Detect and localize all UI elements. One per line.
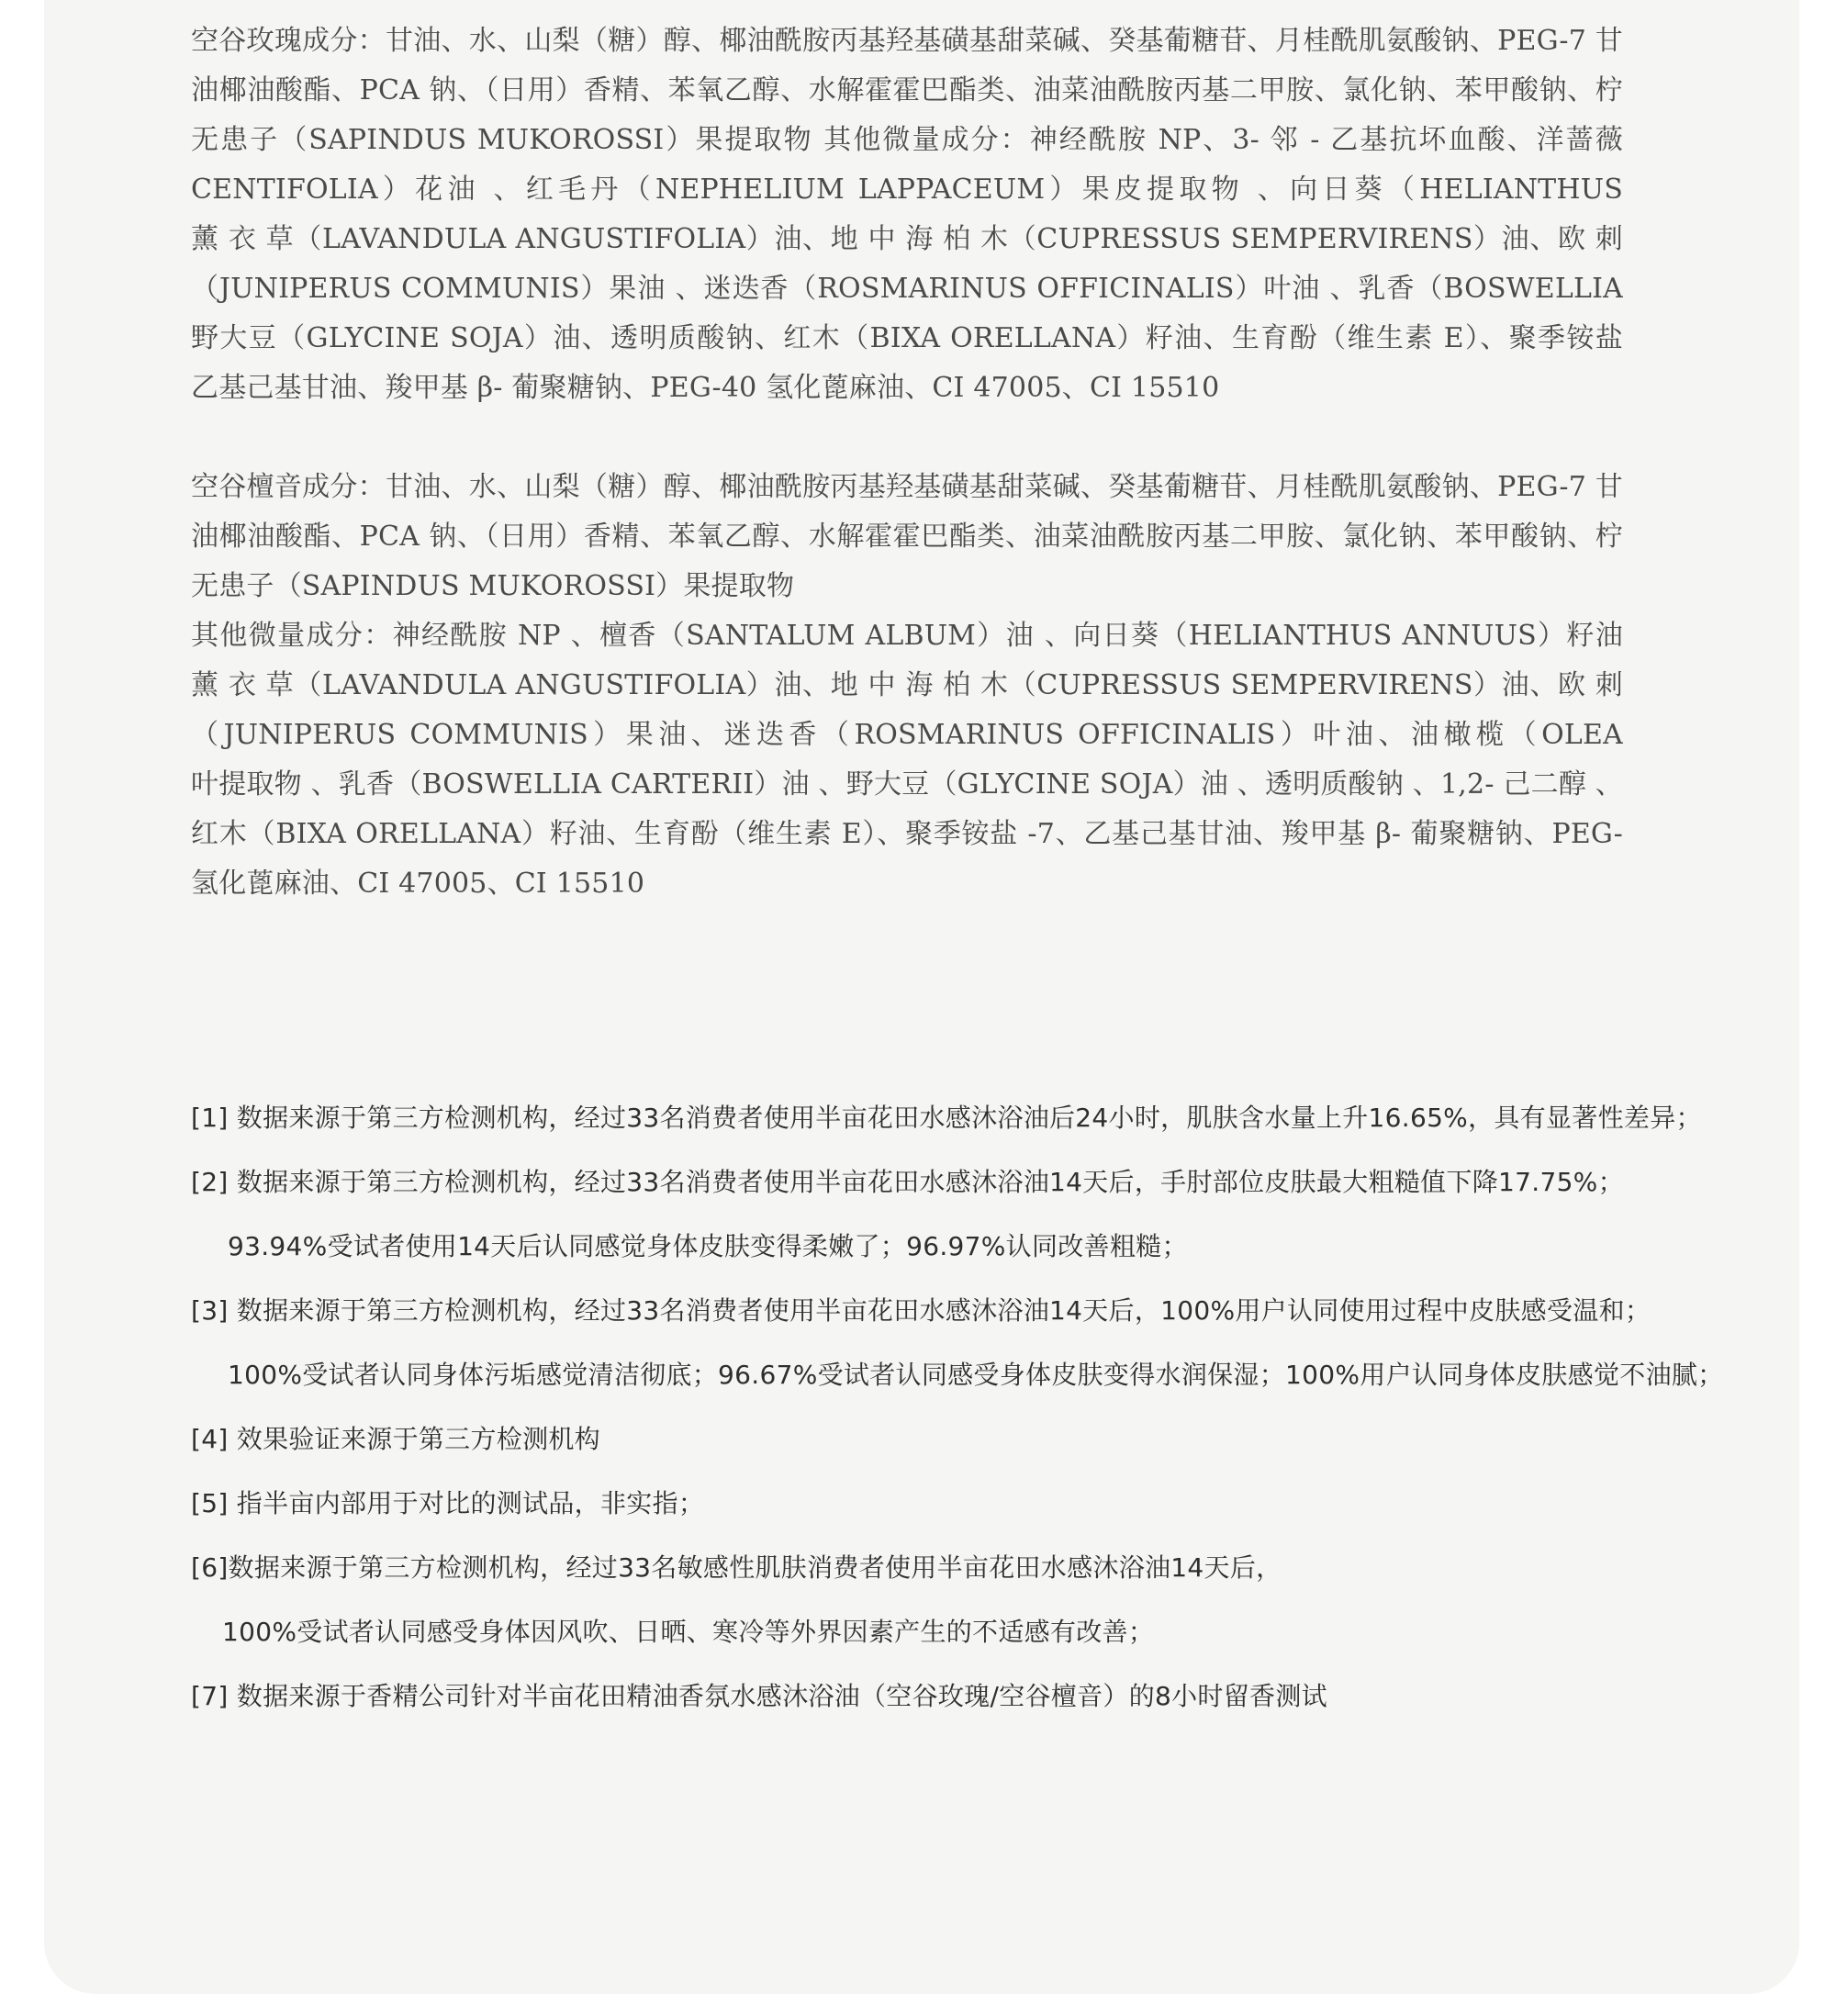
ingredient-line: 其他微量成分：神经酰胺 NP 、檀香（SANTALUM ALBUM）油 、向日葵（HELIANTHUS ANNUUS）籽油 [191,620,1623,652]
ingredient-line: 氢化蓖麻油、CI 47005、CI 15510 [191,868,645,900]
footnotes-section [191,1086,1752,1729]
ingredient-line: （JUNIPERUS COMMUNIS）果油 、迷迭香（ROSMARINUS OFFICINALIS）叶油 、乳香（BOSWELLIA [191,273,1623,305]
ingredient-line: 空谷檀音成分：甘油、水、山梨（糖）醇、椰油酰胺丙基羟基磺基甜菜碱、癸基葡糖苷、月桂酰肌氨酸钠、PEG-7 甘 [191,471,1623,503]
footnote-6: [6]数据来源于第三方检测机构，经过33名敏感性肌肤消费者使用半亩花田水感沐浴油14天后， [191,1552,1282,1583]
ingredient-line: 野大豆（GLYCINE SOJA）油、透明质酸钠、红木（BIXA ORELLANA）籽油、生育酚（维生素 E）、聚季铵盐 [191,322,1623,354]
footnote-5: [5] 指半亩内部用于对比的测试品，非实指； [191,1488,705,1518]
ingredient-line: CENTIFOLIA）花油 、红毛丹（NEPHELIUM LAPPACEUM）果皮提取物 、向日葵（HELIANTHUS [191,174,1623,206]
section-spacer [191,413,1623,463]
ingredient-line: 油椰油酸酯、PCA 钠、（日用）香精、苯氧乙醇、水解霍霍巴酯类、油菜油酰胺丙基二甲胺、氯化钠、苯甲酸钠、柠 [191,521,1623,553]
footnote-1: [1] 数据来源于第三方检测机构，经过33名消费者使用半亩花田水感沐浴油后24小时，肌肤含水量上升16.65%，具有显著性差异； [191,1103,1702,1133]
ingredient-line: （JUNIPERUS COMMUNIS）果油、迷迭香（ROSMARINUS OFFICINALIS）叶油、油橄榄（OLEA [191,719,1623,751]
ingredient-line: 油椰油酸酯、PCA 钠、（日用）香精、苯氧乙醇、水解霍霍巴酯类、油菜油酰胺丙基二甲胺、氯化钠、苯甲酸钠、柠 [191,74,1623,106]
footnote-3-continuation: 100%受试者认同身体污垢感觉清洁彻底；96.67%受试者认同感受身体皮肤变得水润保湿；100%用户认同身体皮肤感觉不油腻； [228,1360,1724,1390]
footnote-4: [4] 效果验证来源于第三方检测机构 [191,1424,600,1454]
sandal-ingredients [191,463,1623,909]
rose-ingredients [191,17,1623,413]
ingredient-line: 无患子（SAPINDUS MUKOROSSI）果提取物 [191,570,795,602]
ingredient-line: 红木（BIXA ORELLANA）籽油、生育酚（维生素 E）、聚季铵盐 -7、乙基己基甘油、羧甲基 β- 葡聚糖钠、PEG- [191,818,1623,850]
footnote-6-continuation: 100%受试者认同感受身体因风吹、日晒、寒冷等外界因素产生的不适感有改善； [222,1617,1155,1647]
ingredient-line: 薰 衣 草（LAVANDULA ANGUSTIFOLIA）油、地 中 海 柏 木（CUPRESSUS SEMPERVIRENS）油、欧 刺 [191,223,1623,255]
ingredient-line: 叶提取物 、乳香（BOSWELLIA CARTERII）油 、野大豆（GLYCINE SOJA）油 、透明质酸钠 、1,2- 己二醇 、 [191,768,1623,801]
footnote-3: [3] 数据来源于第三方检测机构，经过33名消费者使用半亩花田水感沐浴油14天后，100%用户认同使用过程中皮肤感受温和； [191,1295,1651,1326]
ingredients-section [191,17,1623,909]
footnote-2: [2] 数据来源于第三方检测机构，经过33名消费者使用半亩花田水感沐浴油14天后，手肘部位皮肤最大粗糙值下降17.75%； [191,1167,1624,1197]
ingredient-line: 无患子（SAPINDUS MUKOROSSI）果提取物 其他微量成分：神经酰胺 NP、3- 邻 - 乙基抗坏血酸、洋蔷薇 [191,124,1623,156]
ingredient-line: 空谷玫瑰成分：甘油、水、山梨（糖）醇、椰油酰胺丙基羟基磺基甜菜碱、癸基葡糖苷、月桂酰肌氨酸钠、PEG-7 甘 [191,25,1623,57]
ingredient-line: 乙基己基甘油、羧甲基 β- 葡聚糖钠、PEG-40 氢化蓖麻油、CI 47005、CI 15510 [191,372,1220,404]
ingredient-line: 薰 衣 草（LAVANDULA ANGUSTIFOLIA）油、地 中 海 柏 木（CUPRESSUS SEMPERVIRENS）油、欧 刺 [191,669,1623,701]
footnote-2-continuation: 93.94%受试者使用14天后认同感觉身体皮肤变得柔嫩了；96.97%认同改善粗糙； [228,1231,1188,1261]
footnote-7: [7] 数据来源于香精公司针对半亩花田精油香氛水感沐浴油（空谷玫瑰/空谷檀音）的8小时留香测试 [191,1681,1327,1711]
